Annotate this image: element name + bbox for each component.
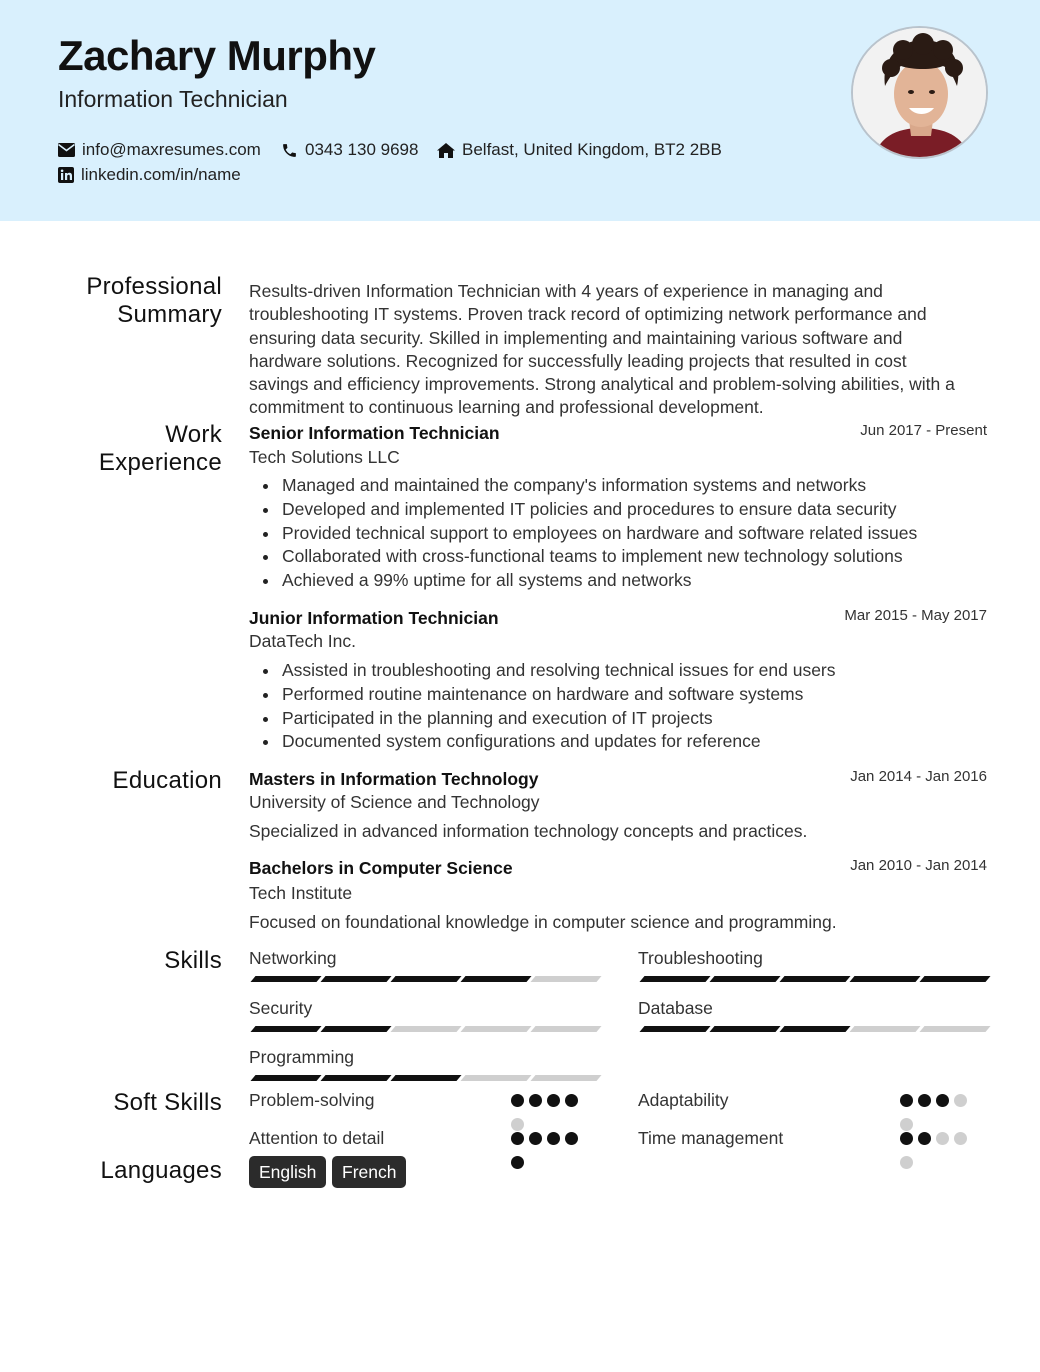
list-item: Performed routine maintenance on hardware and software systems bbox=[262, 683, 1002, 707]
skill-level-segment bbox=[849, 976, 920, 982]
contact-address bbox=[437, 140, 722, 160]
list-item: Provided technical support to employees on hardware and software related issues bbox=[262, 522, 1002, 546]
school-name: University of Science and Technology bbox=[249, 792, 540, 812]
skill-name: Troubleshooting bbox=[638, 948, 763, 968]
summary-line: troubleshooting IT systems. Proven track record of optimizing network performance and bbox=[249, 304, 927, 325]
phone-icon bbox=[281, 142, 298, 159]
languages-heading: Languages bbox=[100, 1157, 222, 1184]
soft-skill-name: Time management bbox=[638, 1128, 784, 1148]
summary-heading-line1: Professional bbox=[86, 273, 222, 300]
degree-title: Masters in Information Technology bbox=[249, 769, 539, 789]
skills-heading: Skills bbox=[164, 947, 222, 974]
skill-level-segment bbox=[250, 1026, 321, 1032]
soft-skill-dot bbox=[954, 1132, 967, 1145]
linkedin-icon bbox=[58, 167, 74, 183]
email-text: info@maxresumes.com bbox=[82, 140, 261, 159]
job-dates: Jun 2017 - Present bbox=[860, 422, 987, 439]
profile-photo bbox=[851, 26, 988, 159]
soft-skill-dot bbox=[565, 1132, 578, 1145]
soft-skill-name: Problem-solving bbox=[249, 1090, 375, 1110]
summary-line: Results-driven Information Technician with 4 years of experience in managing and bbox=[249, 281, 883, 301]
profile-portrait-image bbox=[853, 28, 988, 159]
soft-skill-dot bbox=[918, 1094, 931, 1107]
summary-line: ensuring data security. Skilled in implementing and maintaining various software and bbox=[249, 327, 903, 348]
soft-skill-name: Adaptability bbox=[638, 1090, 729, 1110]
contact-linkedin[interactable] bbox=[58, 165, 241, 185]
experience-heading bbox=[30, 421, 222, 477]
education-heading: Education bbox=[112, 767, 222, 794]
job-role: Senior Information Technician bbox=[249, 423, 500, 443]
skill-level-segment bbox=[250, 1075, 321, 1081]
home-icon bbox=[437, 143, 455, 158]
soft-skill-dot bbox=[547, 1132, 560, 1145]
job-bullets bbox=[262, 474, 1002, 593]
skill-level-segment bbox=[390, 1075, 461, 1081]
job-bullets bbox=[262, 659, 1002, 754]
summary-line: commitment to continuous learning and professional development. bbox=[249, 397, 764, 418]
experience-heading-line2: Experience bbox=[98, 449, 222, 476]
resume-header bbox=[0, 0, 1040, 221]
contact-phone[interactable] bbox=[281, 140, 418, 160]
list-item: Participated in the planning and execution of IT projects bbox=[262, 707, 1002, 731]
skill-level-bar bbox=[253, 1026, 599, 1032]
experience-heading-line1: Work bbox=[165, 421, 222, 448]
soft-skill-name: Attention to detail bbox=[249, 1128, 385, 1148]
soft-skill-dot bbox=[511, 1094, 524, 1107]
linkedin-text: linkedin.com/in/name bbox=[81, 165, 241, 184]
job-role: Junior Information Technician bbox=[249, 608, 499, 628]
skill-level-segment bbox=[919, 1026, 990, 1032]
envelope-icon bbox=[58, 143, 75, 157]
job-dates: Mar 2015 - May 2017 bbox=[844, 607, 987, 624]
skill-name: Networking bbox=[249, 948, 337, 968]
skill-level-segment bbox=[709, 976, 780, 982]
skill-level-segment bbox=[639, 976, 710, 982]
skill-level-segment bbox=[639, 1026, 710, 1032]
skill-name: Security bbox=[249, 998, 313, 1018]
soft-skill-dot bbox=[900, 1118, 913, 1131]
summary-line: savings and efficiency improvements. Strong analytical and problem-solving abilities, with a bbox=[249, 374, 955, 395]
skill-level-segment bbox=[320, 1075, 391, 1081]
skill-level-segment bbox=[250, 976, 321, 982]
soft-skill-dot bbox=[900, 1132, 913, 1145]
phone-text: 0343 130 9698 bbox=[305, 140, 419, 159]
summary-heading bbox=[30, 273, 222, 329]
degree-description: Specialized in advanced information technology concepts and practices. bbox=[249, 821, 808, 841]
soft-skill-dot bbox=[511, 1132, 524, 1145]
skill-level-bar bbox=[253, 976, 599, 982]
skill-level-segment bbox=[779, 976, 850, 982]
skill-level-segment bbox=[530, 1075, 601, 1081]
list-item: Documented system configurations and updates for reference bbox=[262, 730, 1002, 754]
skill-name: Programming bbox=[249, 1047, 355, 1067]
summary-heading-line2: Summary bbox=[117, 301, 222, 328]
skill-level-bar bbox=[642, 1026, 988, 1032]
skill-level-segment bbox=[320, 1026, 391, 1032]
soft-skills-heading: Soft Skills bbox=[113, 1089, 222, 1116]
soft-skill-dot bbox=[900, 1156, 913, 1169]
skill-level-segment bbox=[460, 976, 531, 982]
contact-email[interactable] bbox=[58, 140, 261, 160]
soft-skill-dot bbox=[954, 1094, 967, 1107]
soft-skill-dot bbox=[918, 1132, 931, 1145]
list-item: Assisted in troubleshooting and resolving technical issues for end users bbox=[262, 659, 1002, 683]
candidate-name: Zachary Murphy bbox=[58, 32, 376, 79]
skill-level-segment bbox=[530, 976, 601, 982]
skill-level-segment bbox=[709, 1026, 780, 1032]
skill-level-segment bbox=[919, 976, 990, 982]
language-tag: English bbox=[249, 1156, 326, 1188]
skill-level-segment bbox=[530, 1026, 601, 1032]
soft-skill-dot bbox=[547, 1094, 560, 1107]
skill-level-segment bbox=[320, 976, 391, 982]
list-item: Developed and implemented IT policies and procedures to ensure data security bbox=[262, 498, 1002, 522]
address-text: Belfast, United Kingdom, BT2 2BB bbox=[462, 140, 722, 159]
skill-level-segment bbox=[390, 1026, 461, 1032]
soft-skill-dot bbox=[511, 1118, 524, 1131]
skill-level-bar bbox=[642, 976, 988, 982]
list-item: Managed and maintained the company's information systems and networks bbox=[262, 474, 1002, 498]
degree-dates: Jan 2014 - Jan 2016 bbox=[850, 768, 987, 785]
soft-skill-dot bbox=[511, 1156, 524, 1169]
degree-title: Bachelors in Computer Science bbox=[249, 858, 513, 878]
soft-skill-dot bbox=[936, 1094, 949, 1107]
skill-level-segment bbox=[460, 1075, 531, 1081]
skill-level-segment bbox=[390, 976, 461, 982]
skill-level-bar bbox=[253, 1075, 599, 1081]
degree-dates: Jan 2010 - Jan 2014 bbox=[850, 857, 987, 874]
soft-skill-dot bbox=[900, 1094, 913, 1107]
summary-text bbox=[249, 280, 1009, 420]
soft-skill-dot bbox=[529, 1094, 542, 1107]
soft-skill-dot bbox=[936, 1132, 949, 1145]
language-tag: French bbox=[332, 1156, 406, 1188]
skill-level-segment bbox=[460, 1026, 531, 1032]
candidate-title: Information Technician bbox=[58, 86, 288, 112]
job-company: DataTech Inc. bbox=[249, 631, 356, 651]
school-name: Tech Institute bbox=[249, 883, 353, 903]
summary-line: hardware solutions. Recognized for successfully leading projects that resulted in cost bbox=[249, 350, 907, 371]
degree-description: Focused on foundational knowledge in computer science and programming. bbox=[249, 912, 837, 932]
list-item: Achieved a 99% uptime for all systems and networks bbox=[262, 569, 1002, 593]
skill-level-segment bbox=[849, 1026, 920, 1032]
skill-name: Database bbox=[638, 998, 713, 1018]
soft-skill-dot bbox=[529, 1132, 542, 1145]
list-item: Collaborated with cross-functional teams to implement new technology solutions bbox=[262, 545, 1002, 569]
job-company: Tech Solutions LLC bbox=[249, 447, 400, 467]
skill-level-segment bbox=[779, 1026, 850, 1032]
soft-skill-dot bbox=[565, 1094, 578, 1107]
